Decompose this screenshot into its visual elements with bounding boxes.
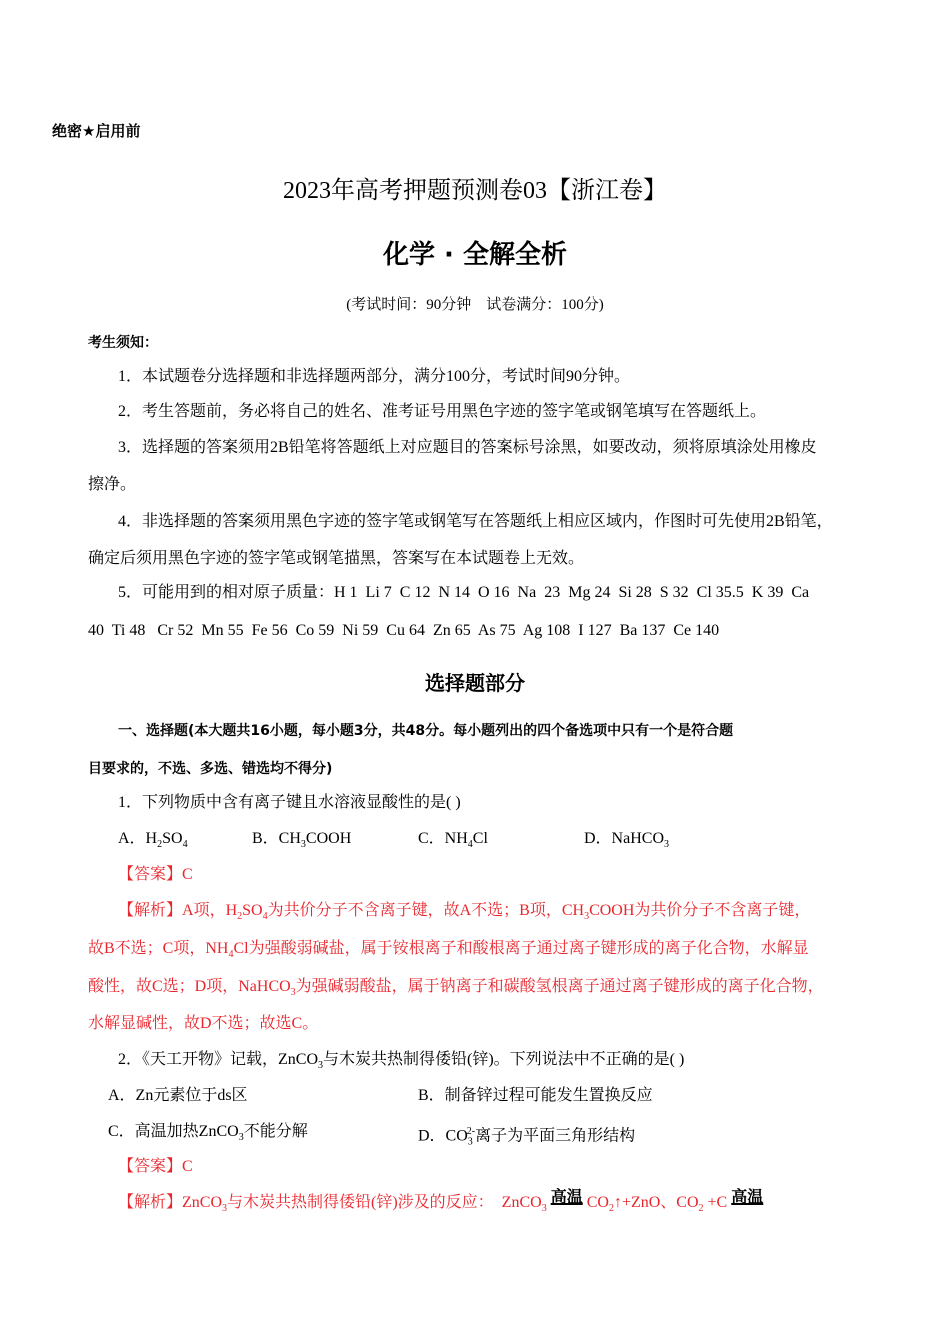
- section-title: 选择题部分: [425, 671, 525, 695]
- question-2-option-a: A．Zn元素位于ds区: [108, 1087, 248, 1104]
- notice-item-3: 3．选择题的答案须用2B铅笔将答题纸上对应题目的答案标号涂黑，如要改动，须将原填涂处用橡皮: [118, 439, 817, 456]
- exam-subtitle: 化学 · 全解全析: [383, 240, 567, 270]
- reaction-condition: 高温: [550, 1187, 583, 1206]
- question-2-option-c: C．高温加热ZnCO$_3$不能分解: [108, 1123, 308, 1144]
- q2-stem-part-2: 与木炭共热制得倭铅(锌)。下列说法中不正确的是( ): [323, 1051, 685, 1068]
- question-1-option-a: A．$H_2SO_4$: [118, 830, 188, 851]
- q2-optd-part: D．CO: [418, 1127, 468, 1145]
- question-1-answer: 【答案】C: [118, 866, 193, 883]
- question-1-option-d: D．NaHCO$_3$: [584, 830, 669, 851]
- secret-label: 绝密★启用前: [52, 122, 141, 140]
- exam-title: 2023年高考押题预测卷03【浙江卷】: [283, 178, 667, 204]
- q2-optc-part-2: 不能分解: [243, 1123, 308, 1140]
- analysis-label: 【解析】: [118, 1194, 183, 1211]
- notice-item-3-cont: 擦净。: [88, 476, 137, 493]
- notice-item-2: 2．考生答题前，务必将自己的姓名、准考证号用黑色字迹的签字笔或钢笔填写在答题纸上。: [118, 403, 767, 420]
- question-2-answer: 【答案】C: [118, 1158, 193, 1175]
- notice-item-5-cont: 40 Ti 48 Cr 52 Mn 55 Fe 56 Co 59 Ni 59 Cu 64 Zn 65 As 75 Ag 108 I 127 Ba 137 Ce 140: [88, 622, 720, 639]
- question-1-analysis-line-3: 酸性，故C选；D项，NaHCO$_3$为强碱弱酸盐，属于钠离子和碳酸氢根离子通过离子键形成的离子化合物，: [88, 978, 824, 999]
- question-2-option-d: D．$CO_3^{2-}$离子为平面三角形结构: [418, 1126, 636, 1148]
- time-info: (考试时间：90分钟 试卷满分：100分): [346, 297, 604, 313]
- analysis-label: 【解析】: [118, 902, 183, 919]
- question-2-option-b: B．制备锌过程可能发生置换反应: [418, 1087, 653, 1104]
- notice-item-1: 1．本试题卷分选择题和非选择题两部分，满分100分，考试时间90分钟。: [118, 368, 631, 385]
- q2-stem-part: 2．《天工开物》记载，ZnCO: [118, 1051, 319, 1068]
- section-instruction-cont: 目要求的，不选、多选、错选均不得分): [88, 761, 333, 777]
- question-1-option-b: B．$CH_3COOH$: [252, 830, 352, 851]
- reaction-condition-2: 高温: [731, 1187, 764, 1206]
- q2-optd-part-2: 离子为平面三角形结构: [475, 1127, 636, 1145]
- notice-item-4: 4．非选择题的答案须用黑色字迹的签字笔或钢笔写在答题纸上相应区域内，作图时可先使用2B铅笔，: [118, 513, 833, 530]
- question-2-analysis: 【解析】ZnCO$_3$与木炭共热制得倭铅(锌)涉及的反应： ZnCO$_3$ 高温 $CO_2↑+ZnO$、$CO_2 +C$ 高温: [118, 1187, 764, 1215]
- question-1-analysis: 【解析】A项，$H_2SO_4$为共价分子不含离子键，故A不选；B项，$CH_3COOH$为共价分子不含离子键，: [118, 902, 811, 923]
- notice-item-4-cont: 确定后须用黑色字迹的签字笔或钢笔描黑，答案写在本试题卷上无效。: [88, 550, 585, 567]
- question-1-analysis-line-4: 水解显碱性，故D不选；故选C。: [88, 1015, 319, 1032]
- question-1-stem: 1．下列物质中含有离子键且水溶液显酸性的是( ): [118, 794, 461, 811]
- question-1-analysis-line-2: 故B不选；C项，$NH_4Cl$为强酸弱碱盐，属于铵根离子和酸根离子通过离子键形成的离子化合物，水解显: [88, 940, 809, 961]
- question-1-option-c: C．$NH_4Cl$: [418, 830, 488, 851]
- notice-item-5: 5．可能用到的相对原子质量：H 1 Li 7 C 12 N 14 O 16 Na 23 Mg 24 Si 28 S 32 Cl 35.5 K 39 Ca: [118, 584, 810, 601]
- q2-optc-part: C．高温加热ZnCO: [108, 1123, 239, 1140]
- section-instruction: 一、选择题(本大题共16小题，每小题3分，共48分。每小题列出的四个备选项中只有一个是符合题: [118, 723, 734, 739]
- question-2-stem: 2．《天工开物》记载，ZnCO$_3$与木炭共热制得倭铅(锌)。下列说法中不正确的是( ): [118, 1051, 685, 1072]
- notice-heading: 考生须知：: [88, 335, 158, 351]
